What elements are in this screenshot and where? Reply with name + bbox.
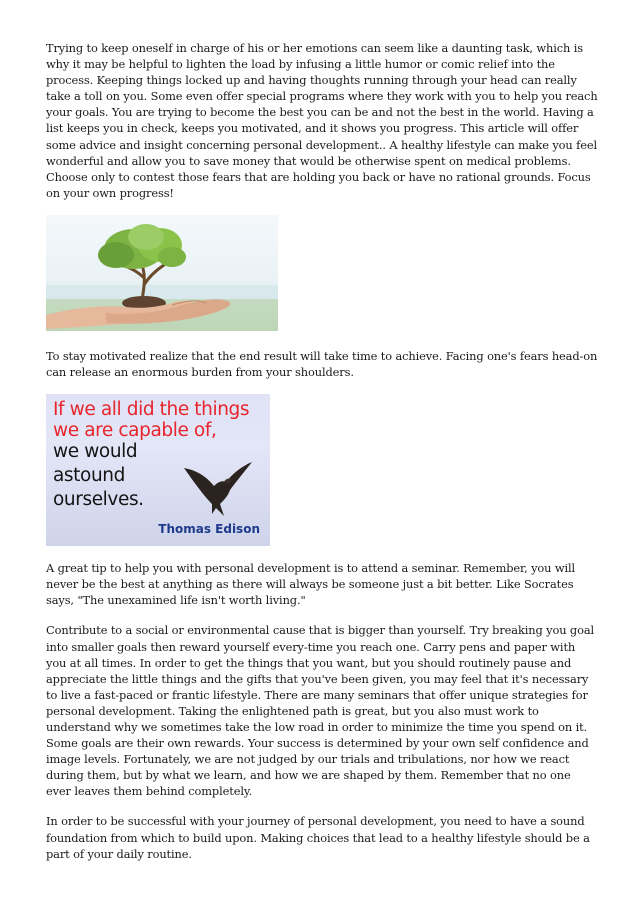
- quote-line: we would: [53, 441, 138, 463]
- tree-in-hands-image: [46, 215, 278, 331]
- paragraph-seminar: A great tip to help you with personal development is to attend a seminar. Remember, you will never be the best at anything as there will always be someone just a bit better. Like Socrates says, "The unexamined life isn't worth living.": [46, 561, 576, 608]
- paragraph-motivation: To stay motivated realize that the end result will take time to achieve. Facing one's fears head-on can release an enormous burden from your shoulders.: [46, 348, 598, 380]
- quote-line: we are capable of,: [53, 420, 217, 442]
- eagle-icon: [182, 460, 254, 518]
- quote-line: If we all did the things: [53, 399, 250, 421]
- quote-author: Thomas Edison: [158, 522, 260, 537]
- quote-image: [46, 394, 270, 546]
- paragraph-foundation: In order to be successful with your journey of personal development, you need to have a sound foundation from which to build upon. Making choices that lead to a healthy lifestyle should be a part of your daily routine.: [46, 814, 590, 861]
- quote-line: astound: [53, 465, 125, 487]
- tree-in-hands-icon: [46, 215, 278, 331]
- paragraph-contribute: Contribute to a social or environmental cause that is bigger than yourself. Try breaking you goal into smaller goals then reward yourself every-time you reach one. Carry pens and paper with you at all times. In order to get the things that you want, but you should routinely pause and appreciate the little things and the gifts that you've been given, you may feel that it's necessary to live a fast-paced or frantic lifestyle. There are many seminars that offer unique strategies for personal development. Taking the enlightened path is great, but you also must work to understand why we sometimes take the low road in order to minimize the time you spend on it. Some goals are their own rewards. Your success is determined by your own self confidence and image levels. Fortunately, we are not judged by our trials and tribulations, nor how we react during them, but by what we learn, and how we are shaped by them. Remember that no one ever leaves them behind completely.: [46, 623, 595, 799]
- paragraph-intro: Trying to keep oneself in charge of his or her emotions can seem like a daunting task, which is why it may be helpful to lighten the load by infusing a little humor or comic relief into the process. Keeping things locked up and having thoughts running through your head can really take a toll on you. Some even offer special programs where they work with you to help you reach your goals. You are trying to become the best you can be and not the best in the world. Having a list keeps you in check, keeps you motivated, and it shows you progress. This article will offer some advice and insight concerning personal development.. A healthy lifestyle can make you feel wonderful and allow you to save money that would be otherwise spent on medical problems. Choose only to contest those fears that are holding you back or have no rational grounds. Focus on your own progress!: [46, 41, 598, 200]
- quote-line: ourselves.: [53, 489, 144, 511]
- article: [46, 40, 598, 862]
